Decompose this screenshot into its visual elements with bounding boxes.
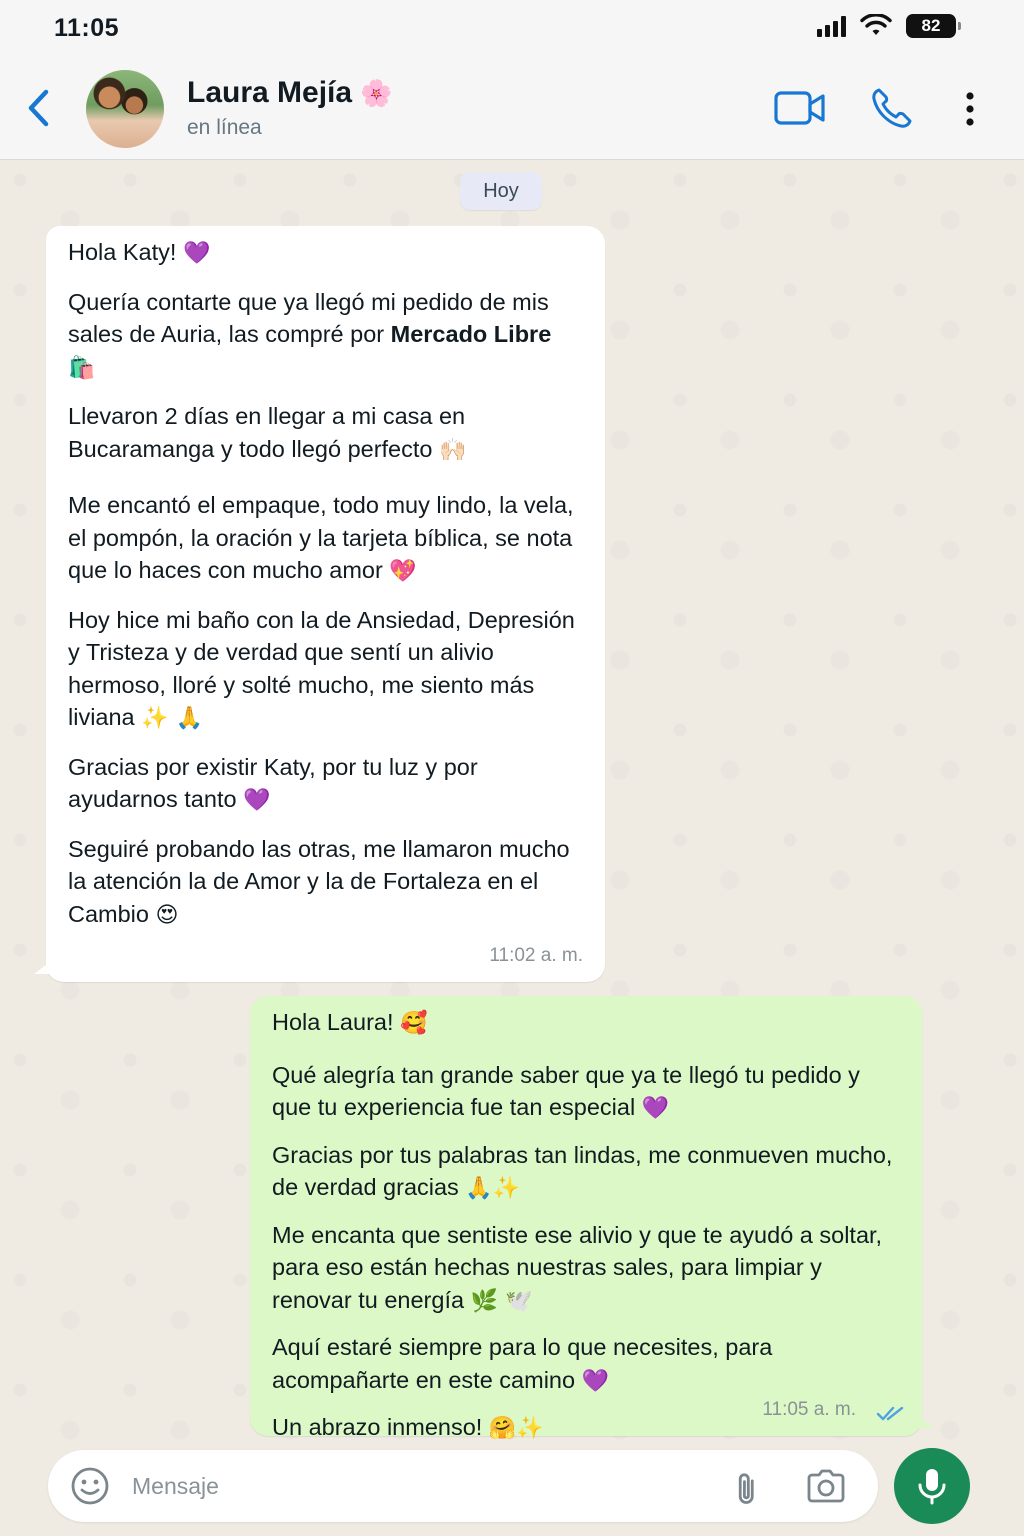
contact-name[interactable]	[187, 76, 393, 110]
battery-icon: 82	[906, 14, 956, 38]
video-call-icon[interactable]	[774, 90, 826, 126]
outgoing-message-bubble[interactable]	[250, 996, 922, 1441]
emoji: 🙌🏻	[439, 437, 467, 463]
emoji: 💜	[182, 241, 211, 266]
message-paragraph: Quería contarte que ya llegó mi pedido de mis sales de Auria, las compré por Mercado Libre 🛍️	[68, 288, 552, 381]
double-check-icon	[876, 1405, 906, 1423]
camera-icon[interactable]	[804, 1466, 848, 1506]
emoji: 💖	[389, 559, 417, 584]
message-paragraph: Hoy hice mi baño con la de Ansiedad, Depresión y Tristeza y de verdad que sentí un alivio hermoso, lloré y solté mucho, me siento más liviana ✨ 🙏	[68, 606, 575, 731]
contact-status: en línea	[187, 116, 262, 139]
message-paragraph: Llevaron 2 días en llegar a mi casa en Bucaramanga y todo llegó perfecto 🙌🏻	[68, 403, 467, 463]
emoji: 🙏✨	[465, 1176, 521, 1201]
message-input-container	[48, 1450, 878, 1522]
emoji: 💜	[641, 1096, 670, 1121]
chat-area[interactable]	[0, 160, 1024, 1450]
message-time: 11:05 a. m.	[762, 1398, 856, 1420]
emoji: 🌿 🕊️	[470, 1288, 533, 1314]
avatar[interactable]	[86, 70, 164, 148]
emoji-icon[interactable]	[70, 1466, 110, 1506]
more-vertical-icon[interactable]	[960, 90, 980, 130]
chat-header	[0, 58, 1024, 160]
message-paragraph: Un abrazo inmenso! 🤗✨	[272, 1414, 544, 1441]
status-bar	[0, 0, 1024, 58]
emoji: 💜	[243, 788, 271, 813]
emoji: 🥰	[400, 1011, 428, 1036]
status-icons	[817, 14, 956, 38]
emoji: 💜	[581, 1368, 610, 1394]
emoji: 😍	[155, 902, 179, 928]
emoji: 🛍️	[68, 355, 96, 381]
message-paragraph: Me encantó el empaque, todo muy lindo, la vela, el pompón, la oración y la tarjeta bíblica, se nota que lo haces con mucho amor 💖	[68, 492, 574, 584]
message-paragraph: Aquí estaré siempre para lo que necesites, para acompañarte en este camino 💜	[272, 1334, 773, 1394]
message-paragraph: Hola Laura! 🥰	[272, 1009, 428, 1036]
message-paragraph: Hola Katy! 💜	[68, 239, 211, 266]
message-paragraph: Me encanta que sentiste ese alivio y que te ayudó a soltar, para eso están hechas nuestras sales, para limpiar y renovar tu energía 🌿 🕊️	[272, 1221, 883, 1314]
message-paragraph: Qué alegría tan grande saber que ya te llegó tu pedido y que tu experiencia fue tan especial 💜	[272, 1061, 860, 1121]
status-time: 11:05	[54, 14, 120, 42]
incoming-message-bubble[interactable]	[46, 226, 605, 982]
date-chip: Hoy	[460, 172, 542, 210]
message-paragraph: Seguiré probando las otras, me llamaron mucho la atención la de Amor y la de Fortaleza en el Cambio 😍	[68, 835, 570, 928]
mic-button[interactable]	[894, 1448, 970, 1524]
message-time: 11:02 a. m.	[489, 944, 583, 966]
emoji: 🤗✨	[488, 1416, 544, 1441]
back-chevron-icon[interactable]	[22, 86, 54, 130]
signal-icon	[817, 15, 846, 37]
mic-icon	[915, 1466, 949, 1506]
message-paragraph: Gracias por existir Katy, por tu luz y por ayudarnos tanto 💜	[68, 753, 478, 813]
contact-emoji: 🌸	[360, 79, 393, 109]
attach-icon[interactable]	[728, 1468, 768, 1508]
phone-icon[interactable]	[870, 86, 914, 130]
emoji: ✨ 🙏	[141, 706, 203, 731]
contact-name-text: Laura Mejía	[187, 76, 353, 109]
input-bar	[0, 1450, 1024, 1536]
message-input[interactable]	[132, 1464, 692, 1508]
wifi-icon	[860, 14, 892, 38]
bold-text: Mercado Libre	[390, 321, 552, 347]
message-paragraph: Gracias por tus palabras tan lindas, me conmueven mucho, de verdad gracias 🙏✨	[272, 1141, 893, 1201]
